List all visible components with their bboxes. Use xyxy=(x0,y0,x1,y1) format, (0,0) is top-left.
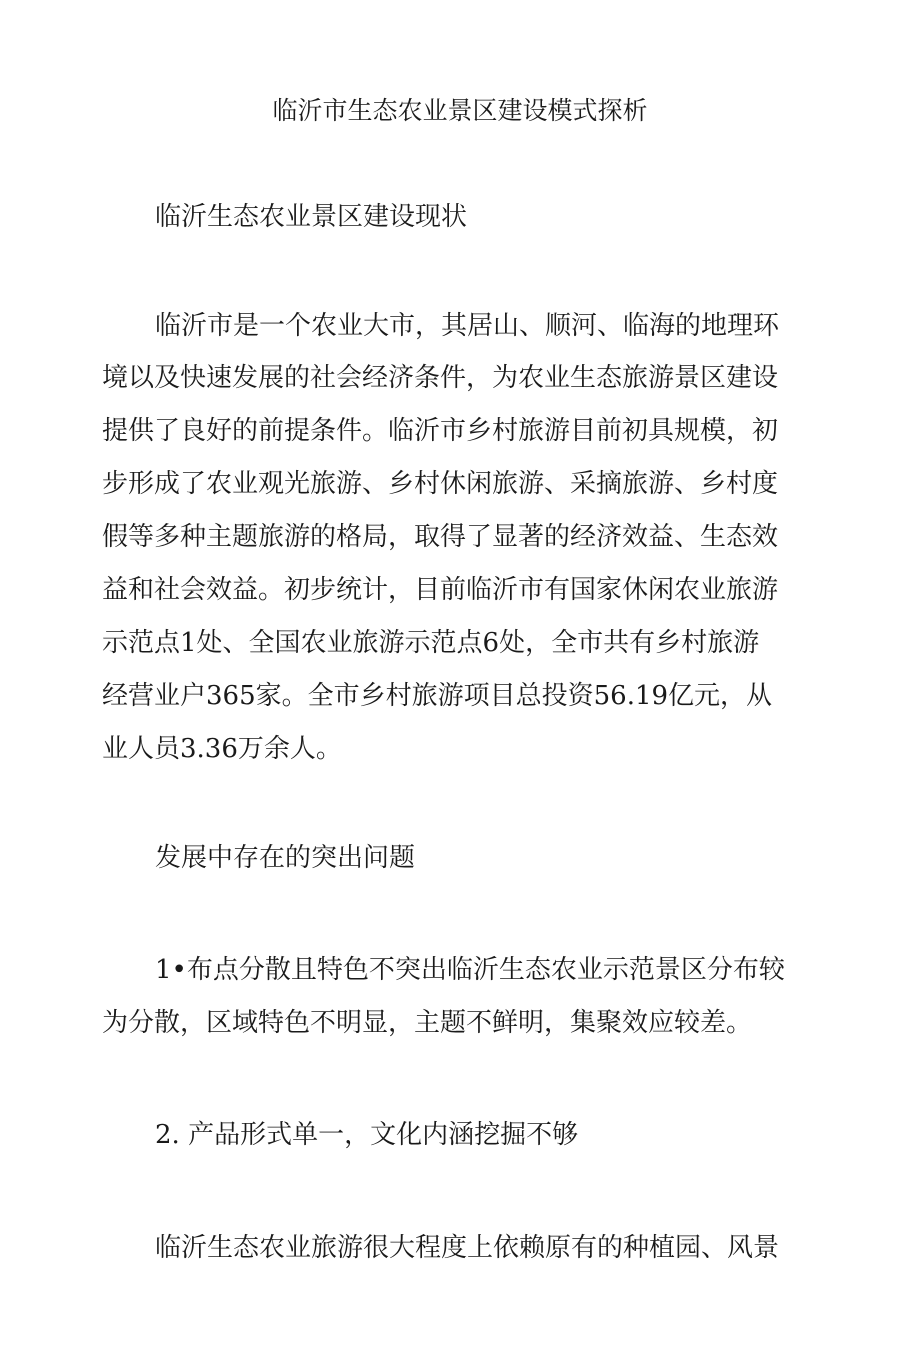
document-title: 临沂市生态农业景区建设模式探析 xyxy=(272,96,648,125)
paragraph-line: 益和社会效益。初步统计，目前临沂市有国家休闲农业旅游 xyxy=(102,575,779,605)
paragraph-line: 1•布点分散且特色不突出临沂生态农业示范景区分布较 xyxy=(155,955,785,985)
paragraph-line: 临沂市是一个农业大市，其居山、顺河、临海的地理环 xyxy=(155,311,780,341)
paragraph-line: 业人员3.36万余人。 xyxy=(102,734,342,764)
problem-item-2-heading: 2. 产品形式单一，文化内涵挖掘不够 xyxy=(155,1120,579,1150)
paragraph-line: 步形成了农业观光旅游、乡村休闲旅游、采摘旅游、乡村度 xyxy=(102,469,779,499)
paragraph-line: 假等多种主题旅游的格局，取得了显著的经济效益、生态效 xyxy=(102,522,779,552)
paragraph-line: 示范点1处、全国农业旅游示范点6处，全市共有乡村旅游 xyxy=(102,628,760,658)
paragraph-line: 临沂生态农业旅游很大程度上依赖原有的种植园、风景 xyxy=(155,1233,780,1263)
paragraph-line: 境以及快速发展的社会经济条件，为农业生态旅游景区建设 xyxy=(102,363,779,393)
section-heading-status: 临沂生态农业景区建设现状 xyxy=(155,202,468,232)
paragraph-line: 为分散，区域特色不明显，主题不鲜明，集聚效应较差。 xyxy=(102,1008,753,1038)
paragraph-line: 经营业户365家。全市乡村旅游项目总投资56.19亿元，从 xyxy=(102,681,773,711)
paragraph-line: 提供了良好的前提条件。临沂市乡村旅游目前初具规模，初 xyxy=(102,416,779,446)
section-heading-problems: 发展中存在的突出问题 xyxy=(155,843,416,873)
